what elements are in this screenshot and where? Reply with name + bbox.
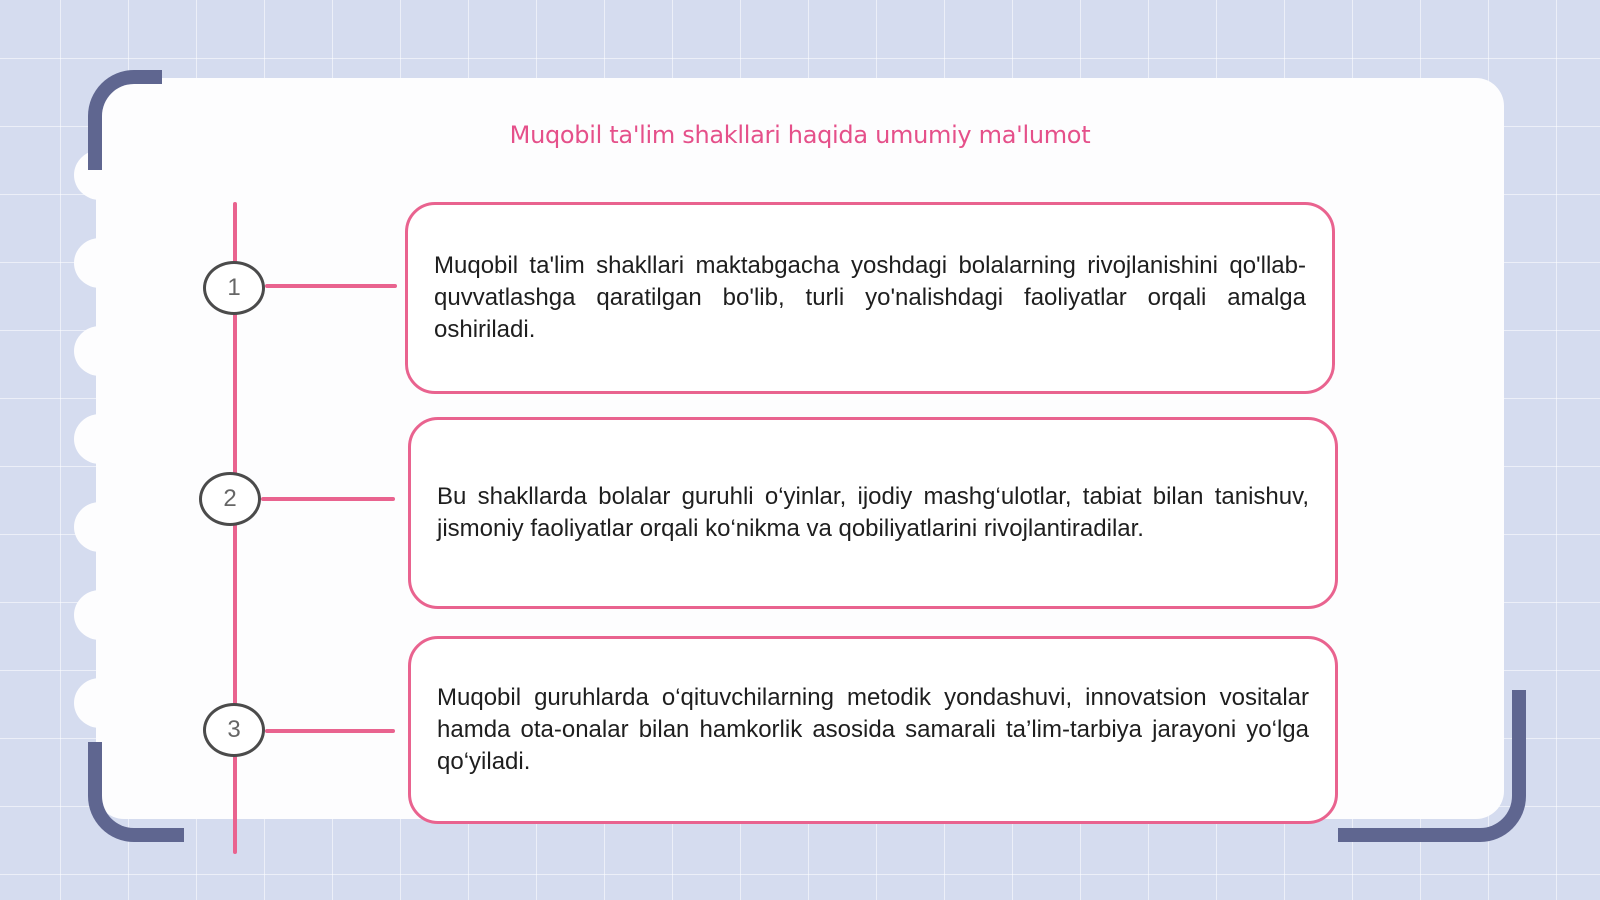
step-connector <box>265 284 397 288</box>
slide-title: Muqobil ta'lim shakllari haqida umumiy ma'lumot <box>509 121 1091 149</box>
paper-scallop <box>74 678 126 728</box>
step-number-badge: 1 <box>203 261 265 315</box>
step-number-badge: 3 <box>203 703 265 757</box>
paper-scallop <box>74 414 126 464</box>
frame-corner-bottom-right <box>1338 690 1526 842</box>
step-text: Bu shakllarda bolalar guruhli o‘yinlar, ijodiy mashg‘ulotlar, tabiat bilan tanishuv, jismoniy faoliyatlar orqali ko‘nikma va qobiliyatlarini rivojlantiradilar. <box>437 483 1309 542</box>
frame-corner-top-left <box>88 70 162 170</box>
paper-scallop <box>74 502 126 552</box>
step-connector <box>261 497 395 501</box>
step-card-3 <box>408 636 1338 824</box>
step-text: Muqobil ta'lim shakllari maktabgacha yoshdagi bolalarning rivojlanishini qo'llab-quvvatlashga qaratilgan bo'lib, turli yo'nalishdagi faoliyatlar orqali amalga oshiriladi. <box>434 252 1306 343</box>
frame-corner-bottom-left <box>88 742 184 842</box>
step-text: Muqobil guruhlarda o‘qituvchilarning metodik yondashuvi, innovatsion vositalar hamda ota-onalar bilan hamkorlik asosida samarali ta’lim-tarbiya jarayoni yo‘lga qo‘yiladi. <box>437 684 1309 775</box>
paper-scallop <box>74 326 126 376</box>
step-card-1 <box>405 202 1335 394</box>
paper-scallop <box>74 238 126 288</box>
paper-scallop <box>74 590 126 640</box>
step-connector <box>265 729 395 733</box>
step-card-2 <box>408 417 1338 609</box>
step-number-badge: 2 <box>199 472 261 526</box>
